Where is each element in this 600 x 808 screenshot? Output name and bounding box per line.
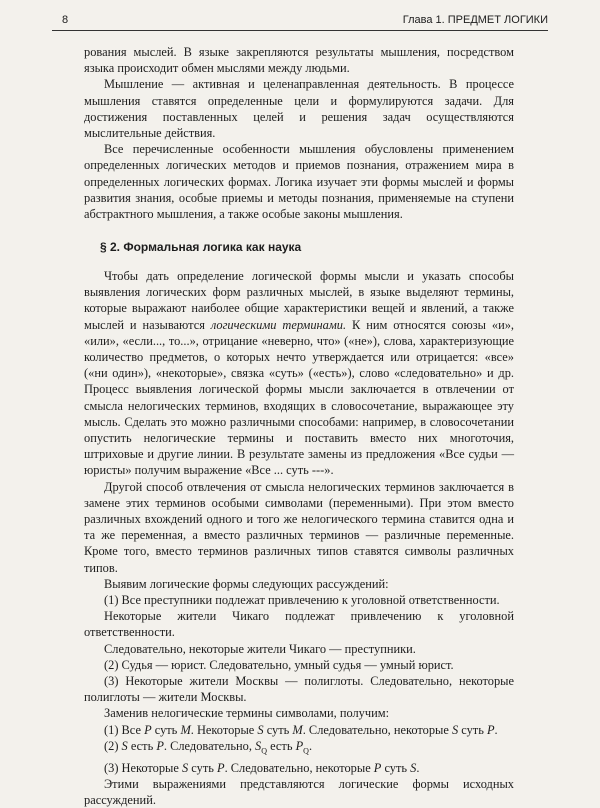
text-run: есть	[127, 738, 157, 753]
text-run: суть	[188, 760, 217, 775]
text-run: .	[494, 722, 498, 737]
subscript: Q	[303, 746, 309, 756]
example-1b: Некоторые жители Чикаго подлежат привлечению к уголовной ответственности.	[84, 609, 514, 640]
text-run: (3) Некоторые	[104, 760, 182, 775]
paragraph-thinking: Мышление — активная и целенаправленная деятельность. В процессе мышления ставятся определенные цели и формулируются задачи. Для достижения поставленных целей и решения задач осуществляются мыслительные действия.	[84, 77, 514, 141]
text-run: суть	[381, 760, 411, 775]
variable: M	[292, 722, 303, 737]
paragraph-logical-terms	[84, 268, 514, 479]
variable: S	[451, 722, 459, 737]
formula-3	[84, 760, 514, 776]
paragraph-substitution: Заменив нелогические термины символами, получим:	[104, 706, 390, 721]
variable: P	[486, 722, 495, 737]
paragraph-examples-intro: Выявим логические формы следующих рассуждений:	[104, 576, 389, 591]
subscript: Q	[261, 746, 268, 756]
variable: S	[121, 738, 128, 753]
paragraph-features: Все перечисленные особенности мышления обусловлены применением определенных логических методов и приемов познания, отражением мира в определенных логических формах. Логика изучает эти формы мыслей и формы развития знания, особые приемы и методы познания, применяемые на ступени абстрактного мышления, а также особые законы мышления.	[84, 142, 514, 222]
variable: P	[295, 738, 304, 753]
variable: M	[180, 722, 191, 737]
paragraph-conclusion: Этими выражениями представляются логические формы исходных рассуждений.	[84, 776, 514, 807]
text-run: . Некоторые	[190, 722, 258, 737]
text-run: суть	[458, 722, 487, 737]
text-run: . Следовательно, некоторые	[224, 760, 374, 775]
text-run: суть	[263, 722, 293, 737]
example-1a: (1) Все преступники подлежат привлечению к уголовной ответственности.	[104, 593, 500, 608]
variable: S	[255, 738, 262, 753]
formula-2	[84, 738, 514, 760]
formula-1	[84, 722, 514, 738]
text-run: .	[416, 760, 420, 775]
variable: S	[181, 760, 189, 775]
text-run: . Следовательно, некоторые	[302, 722, 452, 737]
paragraph-variables: Другой способ отвлечения от смысла нелогических терминов заключается в замене этих терминов особыми символами (переменными). При этом вместо различных вхождений одного и того же нелогического термина ставится одна и та же переменная, а вместо различных терминов — различные переменные. Кроме того, вместо терминов различных типов ставятся символы различных типов.	[84, 479, 514, 575]
section-heading: § 2. Формальная логика как наука	[100, 240, 302, 254]
text-run: есть	[267, 738, 296, 753]
paragraph-continued: рования мыслей. В языке закрепляются результаты мышления, посредством языка происходит обмен мыслями между людьми.	[84, 45, 514, 76]
variable: P	[373, 760, 382, 775]
text-run: (2)	[104, 738, 122, 753]
example-2: (2) Судья — юрист. Следовательно, умный судья — умный юрист.	[104, 657, 454, 672]
section-body	[84, 268, 514, 808]
variable: S	[257, 722, 264, 737]
running-header	[52, 12, 548, 31]
example-3: (3) Некоторые жители Москвы — полиглоты. Следовательно, некоторые полиглоты — жители Москвы.	[84, 674, 514, 705]
text-run: (1) Все	[104, 722, 145, 737]
variable: P	[216, 760, 225, 775]
text-run: суть	[151, 722, 181, 737]
variable: P	[144, 722, 152, 737]
italic-term: логическими терминами.	[210, 317, 347, 332]
text-run: К ним относятся союзы «и», «или», «если..., то...», отрицание «неверно, что» («не»), слова, характеризующие количество предметов, о которых нечто утверждается или отрицается: «все» («ни один»), «некоторые», связка «суть» («есть»), слово «следовательно» и др. Процесс выявления логической формы мысли заключается в отвлечении от смысла нелогических терминов, входящих в словосочетание, выражающее эту мысль. Сделать это можно различными способами: например, в словосочетании опустить нелогические термины и поставить вместо них многоточия, штриховые и другие линии. В результате замены из предложения «Все судьи — юристы» получим выражение «Все ... суть ---».	[84, 317, 514, 478]
page-number: 8	[62, 14, 69, 26]
text-run: . Следовательно,	[163, 738, 256, 753]
chapter-title: Глава 1. ПРЕДМЕТ ЛОГИКИ	[402, 14, 548, 26]
intro-text	[84, 44, 514, 222]
text-run: Чтобы дать определение логической формы мысли и указать способы выявления логических форм различных мыслей, в языке выделяют термины, которые выражают наиболее общие характеристики вещей и явлений, а также мыслей и называются	[84, 269, 514, 332]
example-1c: Следовательно, некоторые жители Чикаго — преступники.	[104, 641, 416, 656]
variable: S	[410, 760, 417, 775]
text-run: .	[308, 738, 313, 753]
variable: P	[156, 738, 164, 753]
